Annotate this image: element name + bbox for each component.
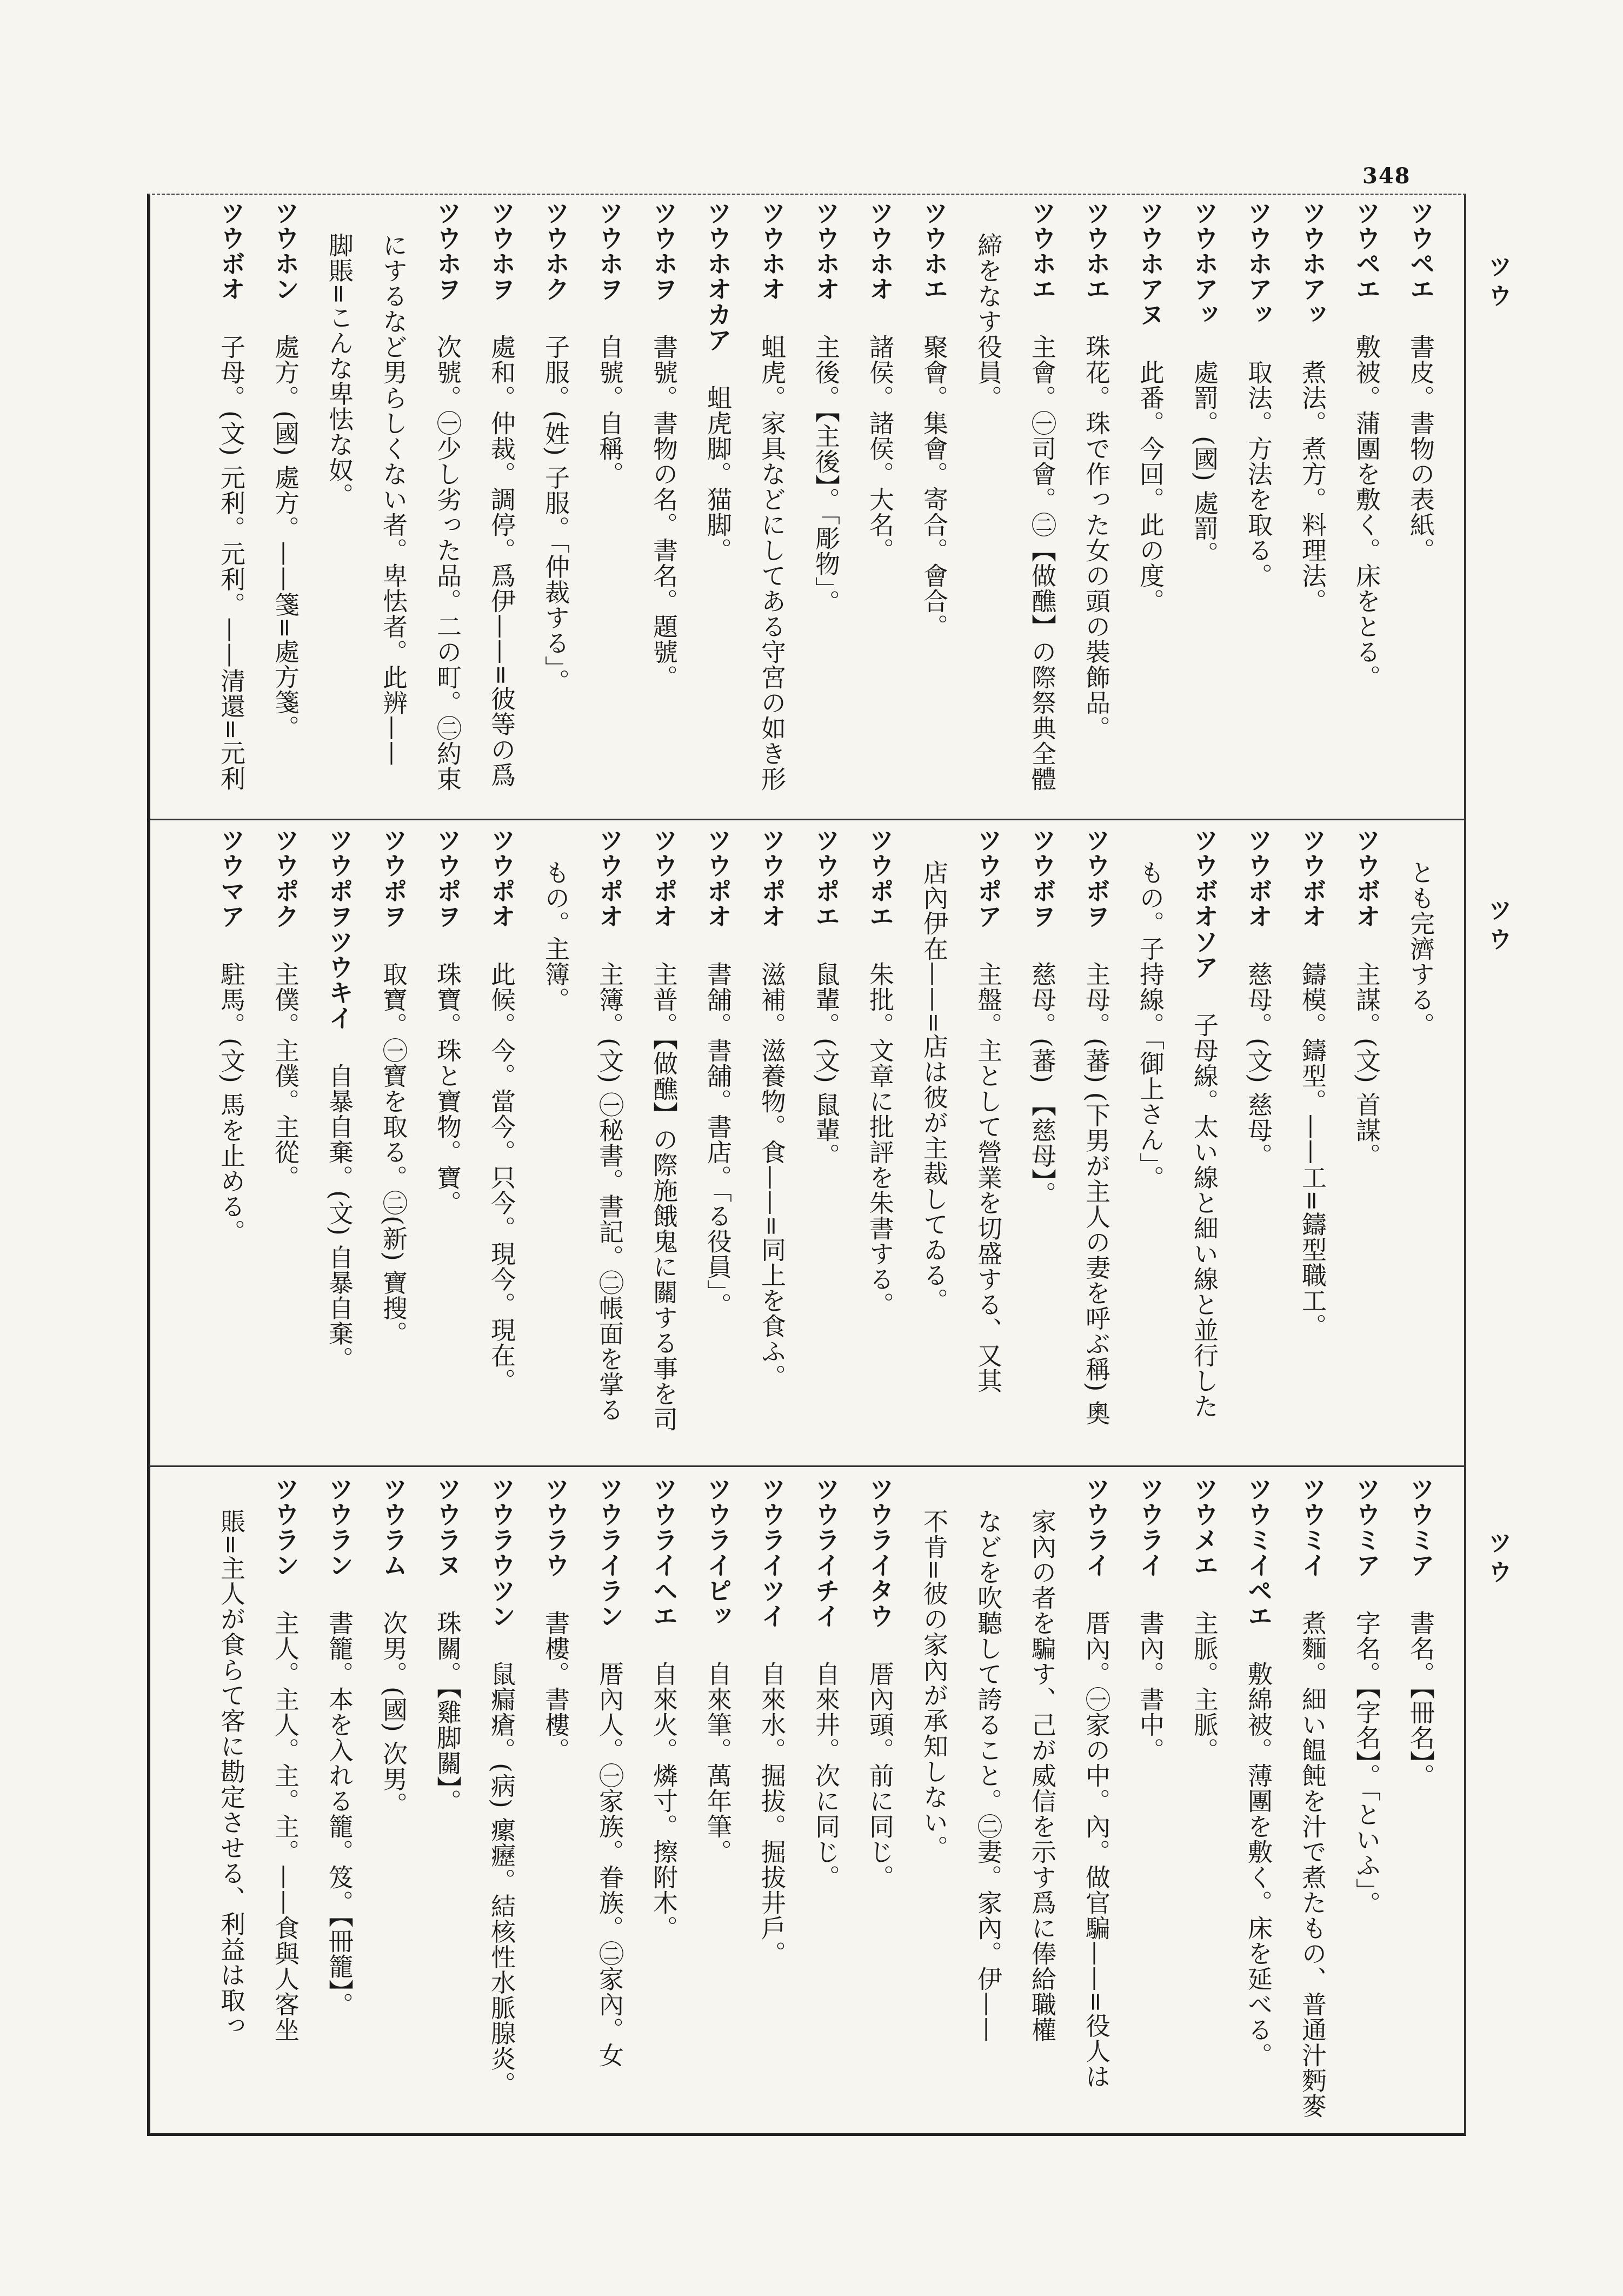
entry-continuation (1122, 827, 1176, 1438)
entry-headword: ツウホアヌ (1136, 200, 1165, 327)
entry-headword: ツウホヲ (649, 200, 679, 302)
dictionary-entry (257, 827, 311, 1438)
entry-headword: ツウボオソア (1190, 827, 1219, 980)
entry-continuation (960, 200, 1014, 811)
dictionary-entry (1230, 1476, 1285, 2125)
entry-list (162, 200, 1458, 811)
entry-definition: とも完濟する。 (1406, 860, 1435, 1038)
entry-headword: ツウミイ (1298, 1476, 1327, 1578)
entry-headword: ツウライツイ (757, 1476, 787, 1629)
entry-definition: もの。子持線。「御上さん」。 (1136, 860, 1165, 1191)
dictionary-entry (1068, 827, 1122, 1438)
dictionary-entry (1068, 200, 1122, 811)
entry-definition: 聚會。集會。寄合。會合。 (920, 334, 949, 639)
entry-definition: 鼠輩。(文) 鼠輩。 (812, 961, 841, 1169)
entry-definition: 煮法。煮方。料理法。 (1298, 360, 1327, 614)
entry-definition: 主盤。主として營業を切盛する、又其 (974, 961, 1003, 1393)
entry-definition: 敷被。蒲團を敷く。床をとる。 (1352, 334, 1381, 690)
entry-definition: 主脈。主脈。 (1190, 1610, 1219, 1763)
entry-definition: 締をなす役員。 (974, 233, 1003, 410)
entry-definition: 慈母。(文) 慈母。 (1244, 961, 1273, 1169)
dictionary-entry (636, 1476, 690, 2125)
dictionary-entry (582, 200, 636, 811)
dictionary-entry (1393, 1476, 1447, 2125)
dictionary-entry (1122, 1476, 1176, 2125)
dictionary-entry (420, 1476, 474, 2125)
entry-definition: 字名。【字名】。「といふ」。 (1352, 1610, 1381, 1916)
entry-continuation (906, 827, 960, 1438)
dictionary-entry (1176, 827, 1230, 1438)
entry-headword: ツウホエ (1082, 200, 1111, 302)
entry-definition: 滋補。滋養物。食——=同上を食ふ。 (757, 961, 787, 1390)
entry-headword: ツウラン (271, 1476, 300, 1578)
entry-headword: ツウライヘエ (649, 1476, 679, 1629)
entry-headword: ツウホオ (757, 200, 787, 302)
dictionary-entry (636, 827, 690, 1438)
entry-definition: 次號。㊀少し劣った品。二の町。㊁約束 (433, 334, 462, 792)
entry-definition: 自來水。掘拔。掘拔井戶。 (757, 1661, 787, 1966)
entry-definition: 主謀。(文) 首謀。 (1352, 961, 1381, 1169)
entry-definition: 厝內頭。前に同じ。 (866, 1661, 895, 1890)
entry-headword: ツウライタウ (866, 1476, 895, 1629)
entry-headword: ツウミイペエ (1244, 1476, 1273, 1629)
entry-list (162, 1476, 1458, 2125)
entry-definition: 此番。今回。此の度。 (1136, 360, 1165, 614)
entry-continuation (365, 200, 420, 811)
entry-headword: ツウポア (974, 827, 1003, 929)
entry-definition: 處和。仲裁。調停。爲伊——=彼等の爲 (487, 334, 516, 788)
entry-headword: ツウボオ (1244, 827, 1273, 929)
entry-headword: ツウライピッ (703, 1476, 733, 1629)
entry-headword: ツウライ (1136, 1476, 1165, 1578)
dictionary-entry (1393, 200, 1447, 811)
dictionary-entry (365, 1476, 420, 2125)
dictionary-entry (690, 1476, 744, 2125)
dictionary-entry (365, 827, 420, 1438)
entry-definition: 書內。書中。 (1136, 1610, 1165, 1763)
dictionary-entry (798, 200, 852, 811)
entry-definition: 煮麵。細い饂飩を汁で煮たもの、普通汁麪麥 (1298, 1610, 1327, 2119)
entry-definition: 子母。(文) 元利。元利。——清還=元利 (217, 334, 246, 792)
entry-headword: ツウペエ (1352, 200, 1381, 302)
dictionary-entry (528, 200, 582, 811)
entry-definition: 慈母。(蕃) 【慈母】。 (1028, 961, 1057, 1207)
entry-headword: ツウポオ (757, 827, 787, 929)
entry-continuation (1393, 827, 1447, 1438)
tier-divider (149, 1465, 1464, 1467)
dictionary-entry (1068, 1476, 1122, 2125)
dictionary-entry (690, 827, 744, 1438)
entry-headword: ツウホン (271, 200, 300, 302)
entry-continuation (311, 200, 365, 811)
entry-headword: ツウポヲ (433, 827, 462, 929)
entry-definition: 敷綿被。薄團を敷く。床を延べる。 (1244, 1661, 1273, 2068)
dictionary-entry (1014, 827, 1068, 1438)
entry-headword: ツウポク (271, 827, 300, 929)
entry-definition: 諸侯。諸侯。大名。 (866, 334, 895, 563)
entry-headword: ツウホク (541, 200, 570, 302)
entry-continuation (906, 1476, 960, 2125)
entry-definition: 家內の者を騙す、己が威信を示す爲に俸給職權 (1028, 1509, 1057, 2042)
running-head-top: ツウ (1484, 254, 1512, 313)
dictionary-entry (420, 827, 474, 1438)
entry-headword: ツウボヲ (1082, 827, 1111, 929)
dictionary-entry (203, 827, 257, 1438)
dictionary-entry (1176, 1476, 1230, 2125)
entry-definition: 書舖。書舖。書店。「る役員」。 (703, 961, 733, 1318)
dictionary-entry (744, 827, 798, 1438)
entry-list (162, 827, 1458, 1438)
entry-headword: ツウホオ (812, 200, 841, 302)
entry-definition: 珠寶。珠と寶物。寶。 (433, 961, 462, 1216)
dictionary-entry (582, 827, 636, 1438)
dictionary-entry (1285, 1476, 1339, 2125)
entry-headword: ツウホオカア (703, 200, 733, 353)
entry-definition: 駐馬。(文) 馬を止める。 (217, 961, 246, 1245)
entry-definition: 次男。(國) 次男。 (379, 1610, 408, 1817)
entry-headword: ツウラヌ (433, 1476, 462, 1578)
entry-headword: ツウポヲ (379, 827, 408, 929)
tier-middle (162, 827, 1458, 1438)
entry-definition: 主人。主人。主。主。——食與人客坐 (271, 1610, 300, 2042)
dictionary-entry (311, 1476, 365, 2125)
entry-headword: ツウポヲツウキイ (325, 827, 354, 1031)
entry-headword: ツウミア (1352, 1476, 1381, 1578)
dictionary-entry (960, 827, 1014, 1438)
entry-definition: 自來井。次に同じ。 (812, 1661, 841, 1890)
dictionary-entry (1339, 827, 1393, 1438)
dictionary-entry (1014, 200, 1068, 811)
entry-headword: ツウミア (1406, 1476, 1435, 1578)
entry-definition: 書樓。書樓。 (541, 1610, 570, 1763)
dictionary-entry (1285, 827, 1339, 1438)
entry-definition: 脚賬=こんな卑怯な奴。 (325, 233, 354, 508)
entry-definition: 主會。㊀司會。㊁【做醮】の際祭典全體 (1028, 334, 1057, 792)
entry-definition: 厝內人。㊀家族。眷族。㊁家內。女 (595, 1661, 624, 2068)
entry-continuation (203, 1476, 257, 2125)
entry-headword: ツウホヲ (487, 200, 516, 302)
entry-definition: 自來火。燐寸。擦附木。 (649, 1661, 679, 1941)
entry-definition: 主母。(蕃) (下男が主人の妻を呼ぶ稱) 奧 (1082, 961, 1111, 1426)
dictionary-entry (636, 200, 690, 811)
dictionary-entry (906, 200, 960, 811)
entry-headword: ツウポオ (703, 827, 733, 929)
entry-definition: 處方。(國) 處方。——箋=處方箋。 (271, 334, 300, 741)
entry-headword: ツウホアッ (1244, 200, 1273, 327)
entry-definition: 鑄模。鑄型。——工=鑄型職工。 (1298, 961, 1327, 1339)
entry-headword: ツウラム (379, 1476, 408, 1578)
entry-headword: ツウラン (325, 1476, 354, 1578)
entry-definition: 主後。【主後】。「彫物」。 (812, 334, 841, 615)
entry-definition: もの。主簿。 (541, 860, 570, 1012)
dictionary-entry (798, 1476, 852, 2125)
entry-definition: 自號。自稱。 (595, 334, 624, 487)
entry-definition: 蛆虎脚。猫脚。 (703, 385, 733, 563)
entry-definition: 自來筆。萬年筆。 (703, 1661, 733, 1864)
entry-definition: 書號。書物の名。書名。題號。 (649, 334, 679, 690)
entry-continuation (1014, 1476, 1068, 2125)
entry-headword: ツウマア (217, 827, 246, 929)
entry-definition: 不肯=彼の家內が承知しない。 (920, 1509, 949, 1861)
dictionary-entry (420, 200, 474, 811)
entry-definition: などを吹聽して誇ること。㊁妻。家內。伊—— (974, 1509, 1003, 2042)
dictionary-entry (582, 1476, 636, 2125)
dictionary-entry (1230, 200, 1285, 811)
entry-definition: 子母線。太い線と細い線と並行した (1190, 1012, 1219, 1419)
entry-definition: 取法。方法を取る。 (1244, 360, 1273, 588)
tier-divider (149, 819, 1464, 820)
entry-definition: 子服。(姓) 子服。「仲裁する」。 (541, 334, 570, 694)
tier-top (162, 200, 1458, 811)
dictionary-entry (257, 1476, 311, 2125)
entry-headword: ツウラウツン (487, 1476, 516, 1629)
entry-headword: ツウライチイ (812, 1476, 841, 1629)
dictionary-entry (1230, 827, 1285, 1438)
dictionary-entry (1339, 1476, 1393, 2125)
entry-headword: ツウポエ (866, 827, 895, 929)
entry-headword: ツウボオ (1298, 827, 1327, 929)
entry-headword: ツウホアッ (1298, 200, 1327, 327)
entry-headword: ツウボヲ (1028, 827, 1057, 929)
entry-definition: 珠關。【雞脚關】。 (433, 1610, 462, 1814)
entry-headword: ツウホエ (1028, 200, 1057, 302)
dictionary-entry (203, 200, 257, 811)
dictionary-entry (474, 200, 528, 811)
running-head-bottom: ツウ (1484, 1530, 1512, 1589)
entry-definition: 此候。今。當今。只今。現今。現在。 (487, 961, 516, 1393)
entry-definition: にするなど男らしくない者。卑怯者。此辨—— (379, 233, 408, 766)
entry-continuation (528, 827, 582, 1438)
dictionary-entry (474, 827, 528, 1438)
entry-definition: 書名。【冊名】。 (1406, 1610, 1435, 1789)
entry-headword: ツウライラン (595, 1476, 624, 1629)
dictionary-entry (744, 200, 798, 811)
dictionary-entry (474, 1476, 528, 2125)
entry-headword: ツウメエ (1190, 1476, 1219, 1578)
entry-definition: 取寶。㊀寶を取る。㊁(新) 寶搜。 (379, 961, 408, 1346)
running-head-middle: ツウ (1484, 898, 1512, 956)
dictionary-entry (798, 827, 852, 1438)
entry-definition: 鼠瘺瘡。(病) 瘰癧。結核性水脈腺炎。 (487, 1661, 516, 2097)
entry-continuation (960, 1476, 1014, 2125)
entry-headword: ツウホオ (866, 200, 895, 302)
entry-definition: 主普。【做醮】の際施餓鬼に關する事を司 (649, 961, 679, 1432)
entry-headword: ツウポエ (812, 827, 841, 929)
dictionary-entry (690, 200, 744, 811)
dictionary-entry (852, 827, 906, 1438)
page-number: 348 (1362, 163, 1411, 189)
entry-headword: ツウペエ (1406, 200, 1435, 302)
entry-definition: 賬=主人が食らて客に勘定させる、利益は取っ (217, 1509, 246, 2039)
entry-definition: 主簿。(文) ㊀秘書。書記。㊁帳面を掌る (595, 961, 624, 1423)
dictionary-entry (311, 827, 365, 1438)
entry-definition: 珠花。珠で作った女の頭の裝飾品。 (1082, 334, 1111, 741)
entry-definition: 店內伊在——=店は彼が主裁してゐる。 (920, 860, 949, 1313)
dictionary-entry (1176, 200, 1230, 811)
dictionary-entry (744, 1476, 798, 2125)
entry-definition: 書皮。書物の表紙。 (1406, 334, 1435, 563)
entry-headword: ツウライ (1082, 1476, 1111, 1578)
entry-definition: 厝內。㊀家の中。內。做官騙——=役人は (1082, 1610, 1111, 2089)
dictionary-entry (852, 200, 906, 811)
entry-definition: 自暴自棄。(文) 自暴自棄。 (325, 1063, 354, 1372)
entry-headword: ツウホアッ (1190, 200, 1219, 327)
entry-headword: ツウポオ (649, 827, 679, 929)
dictionary-entry (1285, 200, 1339, 811)
entry-headword: ツウボオ (1352, 827, 1381, 929)
dictionary-entry (528, 1476, 582, 2125)
entry-headword: ツウポオ (595, 827, 624, 929)
entry-definition: 蛆虎。家具などにしてある守宮の如き形 (757, 334, 787, 792)
entry-headword: ツウホヲ (595, 200, 624, 302)
entry-headword: ツウボオ (217, 200, 246, 302)
dictionary-entry (1339, 200, 1393, 811)
entry-definition: 朱批。文章に批評を朱書する。 (866, 961, 895, 1317)
entry-headword: ツウポオ (487, 827, 516, 929)
entry-definition: 書籠。本を入れる籠。笈。【冊籠】。 (325, 1610, 354, 2018)
dictionary-entry (852, 1476, 906, 2125)
entry-headword: ツウホエ (920, 200, 949, 302)
entry-definition: 主僕。主僕。主從。 (271, 961, 300, 1190)
dictionary-entry (257, 200, 311, 811)
entry-headword: ツウホヲ (433, 200, 462, 302)
entry-headword: ツウラウ (541, 1476, 570, 1578)
entry-definition: 處罰。(國) 處罰。 (1190, 360, 1219, 567)
dictionary-entry (1122, 200, 1176, 811)
tier-bottom (162, 1476, 1458, 2125)
